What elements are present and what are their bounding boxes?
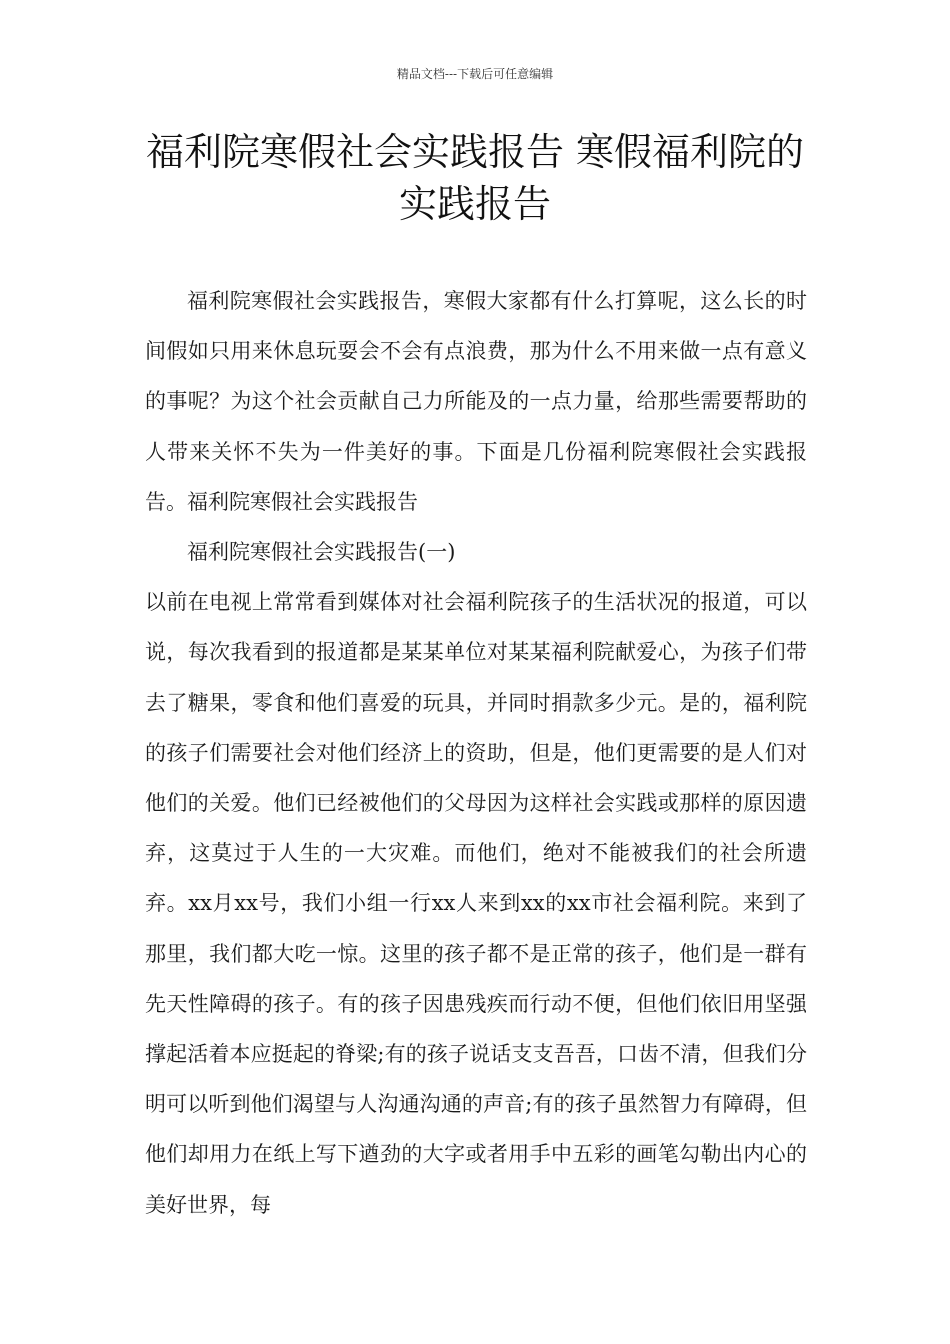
section-heading: 福利院寒假社会实践报告(一) (187, 540, 456, 565)
paragraph-main: 以前在电视上常常看到媒体对社会福利院孩子的生活状况的报道，可以说，每次我看到的报道都是某某单位对某某福利院献爱心，为孩子们带去了糖果，零食和他们喜爱的玩具，并同时捐款多少元。是的，福利院的孩子们需要社会对他们经济上的资助，但是，他们更需要的是人们对他们的关爱。他们已经被他们的父母因为这样社会实践或那样的原因遗弃，这莫过于人生的一大灾难。而他们，绝对不能被我们的社会所遗弃。xx月xx号，我们小组一行xx人来到xx的xx市社会福利院。来到了那里，我们都大吃一惊。这里的孩子都不是正常的孩子，他们是一群有先天性障碍的孩子。有的孩子因患残疾而行动不便，但他们依旧用坚强撑起活着本应挺起的脊梁;有的孩子说话支支吾吾，口齿不清，但我们分明可以听到他们渴望与人沟通沟通的声音;有的孩子虽然智力有障碍，但他们却用力在纸上写下遒劲的大字或者用手中五彩的画笔勾勒出内心的美好世界，每 (145, 590, 807, 1217)
document-title: 福利院寒假社会实践报告 寒假福利院的实践报告 (145, 130, 805, 226)
paragraph-intro: 福利院寒假社会实践报告，寒假大家都有什么打算呢，这么长的时间假如只用来休息玩耍会不会有点浪费，那为什么不用来做一点有意义的事呢？为这个社会贡献自己力所能及的一点力量，给那些需要帮助的人带来关怀不失为一件美好的事。下面是几份福利院寒假社会实践报告。福利院寒假社会实践报告 (145, 289, 807, 514)
document-body (145, 276, 807, 1230)
header-note: 精品文档---下载后可任意编辑 (396, 67, 554, 81)
